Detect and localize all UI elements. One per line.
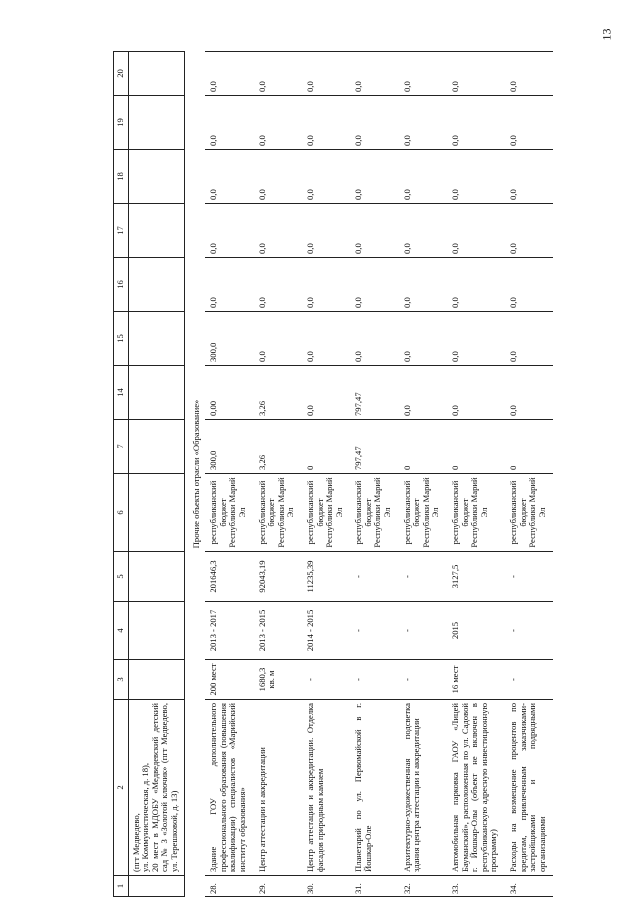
estimated-cost: - bbox=[350, 552, 398, 602]
header-cell: 17 bbox=[114, 204, 129, 258]
row-number: 31. bbox=[350, 876, 398, 897]
col-20-value: 0,0 bbox=[447, 52, 505, 96]
header-cell: 4 bbox=[114, 602, 129, 660]
header-row bbox=[114, 52, 129, 897]
col-15-value: 0,0 bbox=[399, 312, 447, 366]
col-15-value: 0,0 bbox=[254, 312, 302, 366]
funding-source: республиканский бюджет Республики Марий Эл bbox=[350, 474, 398, 552]
col-18-value: 0,0 bbox=[447, 150, 505, 204]
object-name: Здание ГОУ дополнительного профессионального образования (повышения квалификации) специалистов «Марийский институт образования» bbox=[205, 700, 253, 876]
period: 2015 bbox=[447, 602, 505, 660]
object-name: Расходы на возмещение процентов по кредитам, привлеченным заказчиками-застройщиками и подрядными организациями bbox=[505, 700, 553, 876]
col-20-value: 0,0 bbox=[350, 52, 398, 96]
col-18-value: 0,0 bbox=[302, 150, 350, 204]
col-17-value: 0,0 bbox=[447, 204, 505, 258]
col-14-value: 0,0 bbox=[447, 366, 505, 420]
page-number: 13 bbox=[599, 28, 614, 41]
estimated-cost: 3127,5 bbox=[447, 552, 505, 602]
period: - bbox=[505, 602, 553, 660]
funding-source: республиканский бюджет Республики Марий Эл bbox=[505, 474, 553, 552]
col-16-value: 0,0 bbox=[254, 258, 302, 312]
row-number: 28. bbox=[205, 876, 253, 897]
estimated-cost: - bbox=[505, 552, 553, 602]
header-cell: 5 bbox=[114, 552, 129, 602]
header-cell: 18 bbox=[114, 150, 129, 204]
row-number: 32. bbox=[399, 876, 447, 897]
header-cell: 7 bbox=[114, 420, 129, 474]
object-name: Автомобильная парковка ГАОУ «Лицей Бауманский», расположенная по ул. Садовой г. Йошкар-Олы (объект не включен в республиканскую адресную инвестиционную программу) bbox=[447, 700, 505, 876]
estimated-cost: - bbox=[399, 552, 447, 602]
col-14-value: 0,0 bbox=[505, 366, 553, 420]
col-14-value: 0,00 bbox=[205, 366, 253, 420]
col-14-value: 0,0 bbox=[302, 366, 350, 420]
col-20-value: 0,0 bbox=[399, 52, 447, 96]
object-name: Архитектурно-художественная подсветка здания центра аттестации и аккредитации bbox=[399, 700, 447, 876]
col-19-value: 0,0 bbox=[447, 96, 505, 150]
estimated-cost: 92043,19 bbox=[254, 552, 302, 602]
table-row bbox=[254, 52, 302, 897]
capacity: 1680,3 кв. м bbox=[254, 660, 302, 700]
col-19-value: 0,0 bbox=[205, 96, 253, 150]
header-cell: 16 bbox=[114, 258, 129, 312]
col-16-value: 0,0 bbox=[302, 258, 350, 312]
col-18-value: 0,0 bbox=[205, 150, 253, 204]
col-7-value: 0 bbox=[505, 420, 553, 474]
col-17-value: 0,0 bbox=[205, 204, 253, 258]
col-14-value: 3,26 bbox=[254, 366, 302, 420]
col-18-value: 0,0 bbox=[505, 150, 553, 204]
col-7-value: 0 bbox=[399, 420, 447, 474]
col-20-value: 0,0 bbox=[302, 52, 350, 96]
object-name: Центр аттестации и аккредитации bbox=[254, 700, 302, 876]
capacity: 200 мест bbox=[205, 660, 253, 700]
row-number: 33. bbox=[447, 876, 505, 897]
col-17-value: 0,0 bbox=[350, 204, 398, 258]
program-table bbox=[113, 51, 553, 897]
period: - bbox=[399, 602, 447, 660]
col-19-value: 0,0 bbox=[254, 96, 302, 150]
col-17-value: 0,0 bbox=[505, 204, 553, 258]
period: 2013 - 2017 bbox=[205, 602, 253, 660]
col-15-value: 300,0 bbox=[205, 312, 253, 366]
col-20-value: 0,0 bbox=[505, 52, 553, 96]
col-15-value: 0,0 bbox=[505, 312, 553, 366]
row-number: 29. bbox=[254, 876, 302, 897]
col-16-value: 0,0 bbox=[505, 258, 553, 312]
col-20-value: 0,0 bbox=[205, 52, 253, 96]
cell bbox=[128, 876, 184, 897]
col-15-value: 0,0 bbox=[350, 312, 398, 366]
funding-source: республиканский бюджет Республики Марий Эл bbox=[205, 474, 253, 552]
capacity: - bbox=[399, 660, 447, 700]
col-19-value: 0,0 bbox=[399, 96, 447, 150]
header-cell: 19 bbox=[114, 96, 129, 150]
col-16-value: 0,0 bbox=[350, 258, 398, 312]
header-cell: 20 bbox=[114, 52, 129, 96]
col-18-value: 0,0 bbox=[399, 150, 447, 204]
funding-source: республиканский бюджет Республики Марий Эл bbox=[254, 474, 302, 552]
col-16-value: 0,0 bbox=[399, 258, 447, 312]
funding-source: республиканский бюджет Республики Марий Эл bbox=[447, 474, 505, 552]
table-row bbox=[350, 52, 398, 897]
object-name: Планетарий по ул. Первомайской в г. Йошкар-Оле bbox=[350, 700, 398, 876]
header-cell: 2 bbox=[114, 700, 129, 876]
header-cell: 6 bbox=[114, 474, 129, 552]
capacity: - bbox=[505, 660, 553, 700]
capacity: 16 мест bbox=[447, 660, 505, 700]
col-17-value: 0,0 bbox=[399, 204, 447, 258]
col-19-value: 0,0 bbox=[302, 96, 350, 150]
col-20-value: 0,0 bbox=[254, 52, 302, 96]
table-row bbox=[505, 52, 553, 897]
col-19-value: 0,0 bbox=[505, 96, 553, 150]
capacity: - bbox=[350, 660, 398, 700]
section-title: Прочие объекты отрасли «Образование» bbox=[184, 52, 205, 897]
period: 2014 - 2015 bbox=[302, 602, 350, 660]
continuation-row bbox=[128, 52, 184, 897]
continuation-text: (пгт Медведево, ул. Коммунистическая, д. 18), 20 мест в МДОБУ «Медведевский детский сад № 3 «Золотой ключик» (пгт Медведево, ул. Терешковой, д. 13) bbox=[128, 700, 184, 876]
col-7-value: 300,0 bbox=[205, 420, 253, 474]
col-15-value: 0,0 bbox=[447, 312, 505, 366]
estimated-cost: 201646,3 bbox=[205, 552, 253, 602]
col-16-value: 0,0 bbox=[447, 258, 505, 312]
col-18-value: 0,0 bbox=[254, 150, 302, 204]
table-row bbox=[399, 52, 447, 897]
period: 2013 - 2015 bbox=[254, 602, 302, 660]
row-number: 34. bbox=[505, 876, 553, 897]
funding-source: республиканский бюджет Республики Марий Эл bbox=[302, 474, 350, 552]
estimated-cost: 11235,39 bbox=[302, 552, 350, 602]
col-15-value: 0,0 bbox=[302, 312, 350, 366]
col-7-value: 3,26 bbox=[254, 420, 302, 474]
row-number: 30. bbox=[302, 876, 350, 897]
col-19-value: 0,0 bbox=[350, 96, 398, 150]
col-14-value: 797,47 bbox=[350, 366, 398, 420]
col-14-value: 0,0 bbox=[399, 366, 447, 420]
capacity: - bbox=[302, 660, 350, 700]
col-16-value: 0,0 bbox=[205, 258, 253, 312]
table-row bbox=[205, 52, 253, 897]
section-row bbox=[184, 52, 205, 897]
table-row bbox=[302, 52, 350, 897]
object-name: Центр аттестации и аккредитации. Отделка фасадов природным камнем bbox=[302, 700, 350, 876]
period: - bbox=[350, 602, 398, 660]
header-cell: 15 bbox=[114, 312, 129, 366]
table-row bbox=[447, 52, 505, 897]
col-17-value: 0,0 bbox=[254, 204, 302, 258]
header-cell: 1 bbox=[114, 876, 129, 897]
col-7-value: 0 bbox=[302, 420, 350, 474]
col-17-value: 0,0 bbox=[302, 204, 350, 258]
header-cell: 14 bbox=[114, 366, 129, 420]
header-cell: 3 bbox=[114, 660, 129, 700]
col-7-value: 0 bbox=[447, 420, 505, 474]
col-18-value: 0,0 bbox=[350, 150, 398, 204]
col-7-value: 797,47 bbox=[350, 420, 398, 474]
funding-source: республиканский бюджет Республики Марий Эл bbox=[399, 474, 447, 552]
